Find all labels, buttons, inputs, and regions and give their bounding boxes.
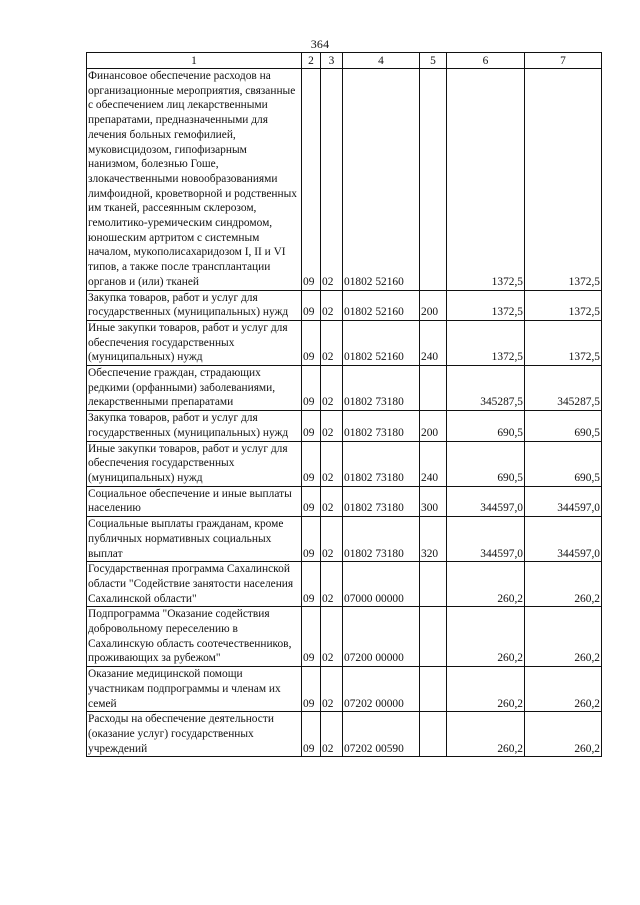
subsection-code: 02 — [321, 320, 343, 365]
column-number: 7 — [525, 53, 602, 69]
section-code: 09 — [302, 69, 321, 291]
column-number: 6 — [447, 53, 525, 69]
column-number-row — [87, 53, 602, 69]
amount-col7: 260,2 — [525, 607, 602, 667]
expense-type-code — [420, 366, 447, 411]
amount-col6: 260,2 — [447, 712, 525, 757]
column-number: 2 — [302, 53, 321, 69]
expense-type-code — [420, 712, 447, 757]
amount-col7: 260,2 — [525, 562, 602, 607]
amount-col6: 344597,0 — [447, 517, 525, 562]
target-item-code: 01802 52160 — [343, 69, 420, 291]
table-row — [87, 607, 602, 667]
target-item-code: 01802 73180 — [343, 486, 420, 516]
expense-name: Расходы на обеспечение деятельности (оказание услуг) государственных учреждений — [87, 712, 302, 757]
table-row — [87, 290, 602, 320]
expense-name: Государственная программа Сахалинской области "Содействие занятости населения Сахалинской области" — [87, 562, 302, 607]
table-row — [87, 712, 602, 757]
table-row — [87, 486, 602, 516]
table-row — [87, 562, 602, 607]
expense-name: Иные закупки товаров, работ и услуг для обеспечения государственных (муниципальных) нужд — [87, 441, 302, 486]
page-number: 364 — [310, 37, 330, 51]
target-item-code: 01802 52160 — [343, 320, 420, 365]
amount-col7: 260,2 — [525, 667, 602, 712]
subsection-code: 02 — [321, 411, 343, 441]
expense-name: Финансовое обеспечение расходов на организационные мероприятия, связанные с обеспечением лиц лекарственными препаратами, предназначенными для лечения больных гемофилией, муковисцидозом, гипофизарным нанизмом, болезнью Гоше, злокачественными новообразованиями лимфоидной, кроветворной и родственных им тканей, рассеянным склерозом, гемолитико-уремическим синдромом, юношеским артритом с системным началом, мукополисахаридозом I, II и VI типов, а также после трансплантации органов и (или) тканей — [87, 69, 302, 291]
table-row — [87, 411, 602, 441]
column-number: 1 — [87, 53, 302, 69]
expense-name: Оказание медицинской помощи участникам подпрограммы и членам их семей — [87, 667, 302, 712]
amount-col7: 1372,5 — [525, 320, 602, 365]
expense-type-code: 200 — [420, 411, 447, 441]
target-item-code: 07202 00590 — [343, 712, 420, 757]
budget-table — [86, 52, 602, 757]
amount-col6: 1372,5 — [447, 69, 525, 291]
table-row — [87, 517, 602, 562]
expense-name: Обеспечение граждан, страдающих редкими (орфанными) заболеваниями, лекарственными препаратами — [87, 366, 302, 411]
expense-name: Подпрограмма "Оказание содействия добровольному переселению в Сахалинскую область соотечественников, проживающих за рубежом" — [87, 607, 302, 667]
subsection-code: 02 — [321, 667, 343, 712]
target-item-code: 01802 73180 — [343, 441, 420, 486]
expense-name: Иные закупки товаров, работ и услуг для обеспечения государственных (муниципальных) нужд — [87, 320, 302, 365]
section-code: 09 — [302, 667, 321, 712]
subsection-code: 02 — [321, 366, 343, 411]
expense-type-code: 240 — [420, 441, 447, 486]
amount-col6: 1372,5 — [447, 290, 525, 320]
expense-name: Закупка товаров, работ и услуг для государственных (муниципальных) нужд — [87, 411, 302, 441]
target-item-code: 07202 00000 — [343, 667, 420, 712]
subsection-code: 02 — [321, 712, 343, 757]
subsection-code: 02 — [321, 441, 343, 486]
target-item-code: 07200 00000 — [343, 607, 420, 667]
table-row — [87, 366, 602, 411]
subsection-code: 02 — [321, 486, 343, 516]
section-code: 09 — [302, 290, 321, 320]
amount-col6: 1372,5 — [447, 320, 525, 365]
expense-type-code: 200 — [420, 290, 447, 320]
amount-col6: 345287,5 — [447, 366, 525, 411]
section-code: 09 — [302, 562, 321, 607]
table-row — [87, 320, 602, 365]
subsection-code: 02 — [321, 607, 343, 667]
amount-col7: 1372,5 — [525, 290, 602, 320]
table-row — [87, 667, 602, 712]
subsection-code: 02 — [321, 517, 343, 562]
target-item-code: 01802 52160 — [343, 290, 420, 320]
section-code: 09 — [302, 411, 321, 441]
subsection-code: 02 — [321, 69, 343, 291]
expense-type-code — [420, 607, 447, 667]
subsection-code: 02 — [321, 562, 343, 607]
section-code: 09 — [302, 366, 321, 411]
column-number: 3 — [321, 53, 343, 69]
target-item-code: 07000 00000 — [343, 562, 420, 607]
amount-col7: 1372,5 — [525, 69, 602, 291]
target-item-code: 01802 73180 — [343, 517, 420, 562]
expense-name: Социальные выплаты гражданам, кроме публичных нормативных социальных выплат — [87, 517, 302, 562]
amount-col6: 260,2 — [447, 607, 525, 667]
amount-col6: 260,2 — [447, 562, 525, 607]
amount-col6: 690,5 — [447, 441, 525, 486]
table-row — [87, 69, 602, 291]
section-code: 09 — [302, 441, 321, 486]
section-code: 09 — [302, 486, 321, 516]
section-code: 09 — [302, 320, 321, 365]
section-code: 09 — [302, 517, 321, 562]
target-item-code: 01802 73180 — [343, 411, 420, 441]
amount-col6: 690,5 — [447, 411, 525, 441]
amount-col7: 345287,5 — [525, 366, 602, 411]
expense-name: Закупка товаров, работ и услуг для государственных (муниципальных) нужд — [87, 290, 302, 320]
section-code: 09 — [302, 607, 321, 667]
expense-type-code — [420, 69, 447, 291]
amount-col7: 344597,0 — [525, 517, 602, 562]
expense-type-code — [420, 667, 447, 712]
target-item-code: 01802 73180 — [343, 366, 420, 411]
amount-col6: 344597,0 — [447, 486, 525, 516]
amount-col6: 260,2 — [447, 667, 525, 712]
amount-col7: 260,2 — [525, 712, 602, 757]
expense-type-code: 240 — [420, 320, 447, 365]
amount-col7: 690,5 — [525, 441, 602, 486]
expense-type-code: 300 — [420, 486, 447, 516]
expense-name: Социальное обеспечение и иные выплаты населению — [87, 486, 302, 516]
expense-type-code: 320 — [420, 517, 447, 562]
table-row — [87, 441, 602, 486]
section-code: 09 — [302, 712, 321, 757]
column-number: 4 — [343, 53, 420, 69]
subsection-code: 02 — [321, 290, 343, 320]
amount-col7: 344597,0 — [525, 486, 602, 516]
amount-col7: 690,5 — [525, 411, 602, 441]
expense-type-code — [420, 562, 447, 607]
column-number: 5 — [420, 53, 447, 69]
